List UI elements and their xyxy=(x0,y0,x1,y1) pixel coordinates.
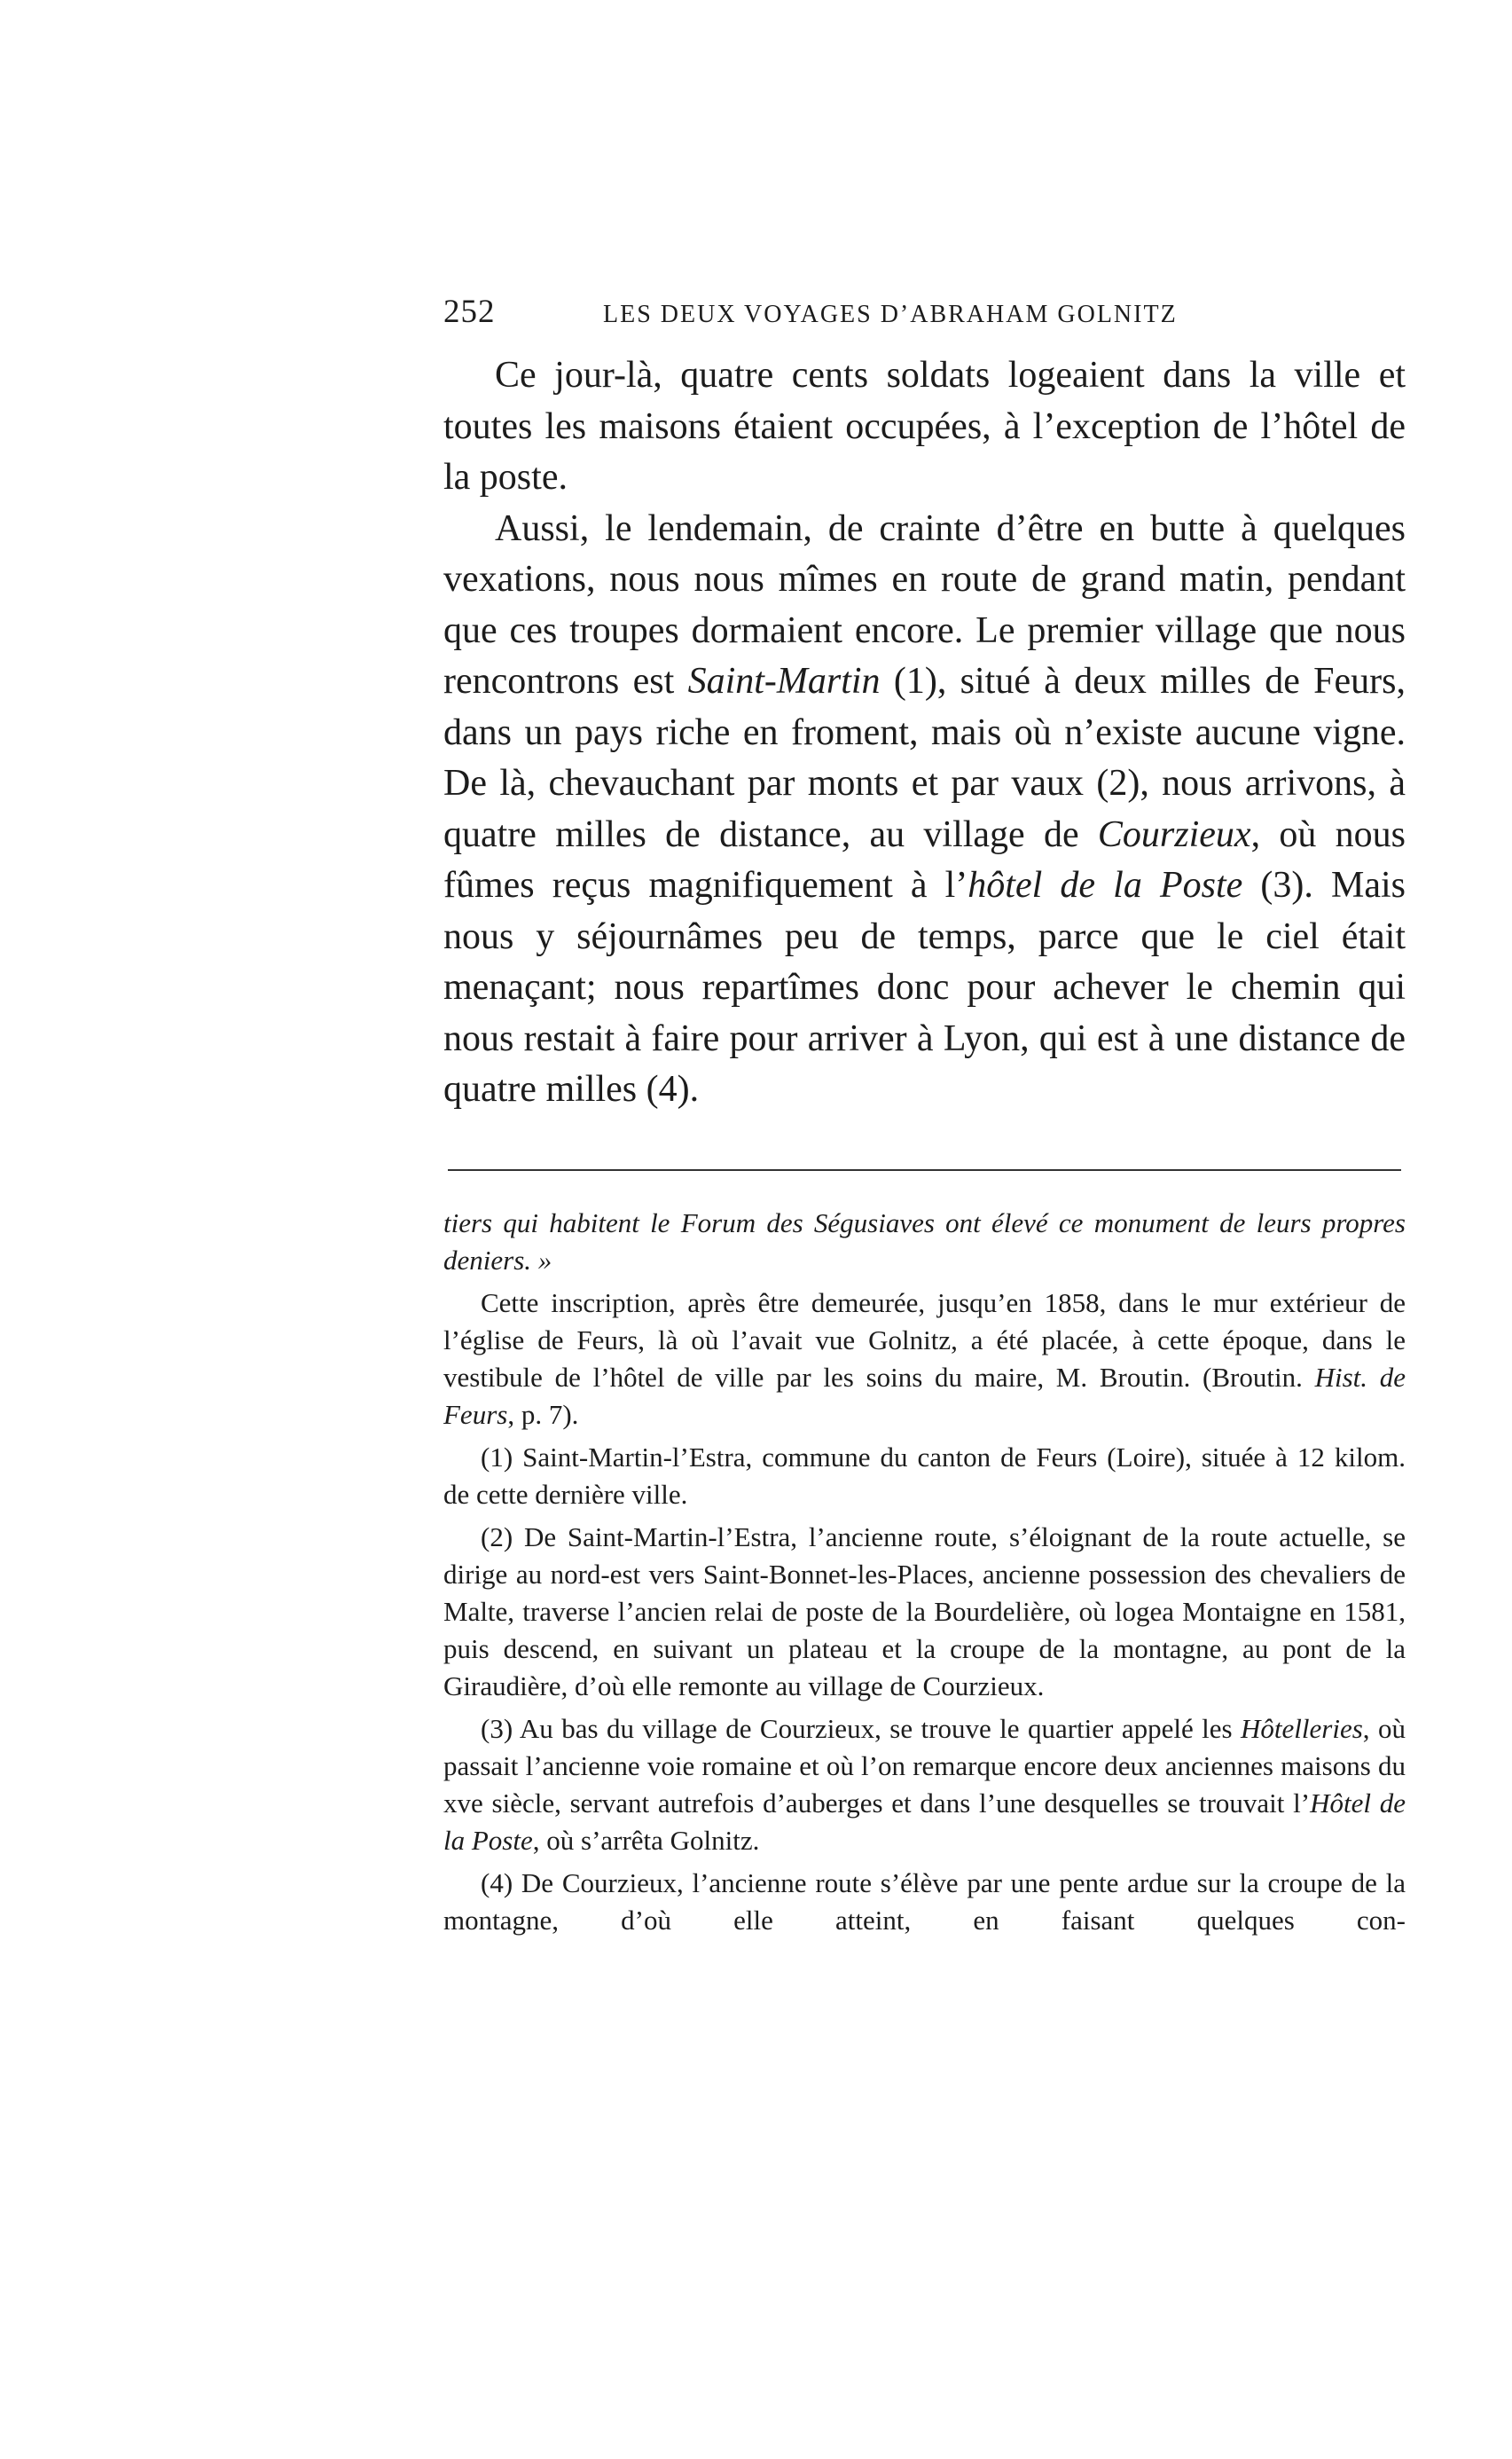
footnote-3 xyxy=(443,1710,1406,1859)
inscription-text-a: Cette inscription, après être demeurée, jusqu’en 1858, dans le mur extérieur de l’église de Feurs, là où l’avait vue Golnitz, a été placée, à cette époque, dans le vestibule de l’hôtel de ville par les soins du maire, M. Broutin. (Broutin. xyxy=(443,1287,1406,1393)
footnote-4: (4) De Courzieux, l’ancienne route s’élève par une pente ardue sur la croupe de la montagne, d’où elle atteint, en faisant quelques con- xyxy=(443,1867,1406,1936)
footnote-2: (2) De Saint-Martin-l’Estra, l’ancienne route, s’éloignant de la route actuelle, se dirige au nord-est vers Saint-Bonnet-les-Places, ancienne possession des chevaliers de Malte, traverse l’ancien relai de poste de la Bourdelière, où logea Montaigne en 1581, puis descend, en suivant un plateau et la croupe de la montagne, au pont de la Giraudière, d’où elle remonte au village de Courzieux. xyxy=(443,1521,1406,1701)
footnote-3-hotelleries: Hôtelleries xyxy=(1241,1713,1363,1744)
paragraph-1: Ce jour-là, quatre cents soldats logeaient dans la ville et toutes les maisons étaient occupées, à l’exception de l’hôtel de la poste. xyxy=(443,355,1406,498)
main-text xyxy=(443,350,1406,1116)
footnotes xyxy=(443,1205,1406,1944)
paragraph-2 xyxy=(443,504,1406,1116)
footnote-1: (1) Saint-Martin-l’Estra, commune du canton de Feurs (Loire), située à 12 kilom. de cette dernière ville. xyxy=(443,1442,1406,1510)
paragraph-2-text-a: Aussi, le lendemain, de crainte d’être en butte à quelques vexations, nous nous mîmes en route de grand matin, pendant que ces troupes dormaient encore. Le premier village que nous rencontrons est xyxy=(443,507,1406,702)
footnote-3-text-e: , où s’arrêta Golnitz. xyxy=(532,1825,760,1856)
place-courzieux: Courzieux xyxy=(1097,813,1251,855)
page-header xyxy=(443,293,1401,337)
paragraph-2-text-c: (1), situé à deux milles de Feurs, dans un pays riche en froment, mais où n’existe aucune vigne. De là, chevauchant par monts et par vaux (2), nous arrivons, à quatre milles de distance, au village de xyxy=(443,661,1406,855)
paragraph-2-text-e: , où nous fûmes reçus magnifiquement à l’ xyxy=(443,813,1406,906)
footnote-3-text-a: (3) Au bas du village de Courzieux, se trouve le quartier appelé les xyxy=(481,1713,1242,1744)
inscription-citation: Hist. de Feurs xyxy=(443,1362,1406,1430)
footnote-inscription xyxy=(443,1284,1406,1434)
page-number: 252 xyxy=(443,294,496,330)
footnote-continuation: tiers qui habitent le Forum des Ségusiaves ont élevé ce monument de leurs propres deniers. » xyxy=(443,1207,1406,1276)
inscription-text-c: , p. 7). xyxy=(507,1399,579,1430)
paragraph-2-text-g: (3). Mais nous y séjournâmes peu de temps, parce que le ciel était menaçant; nous repartîmes donc pour achever le chemin qui nous restait à faire pour arriver à Lyon, qui est à une distance de quatre milles (4). xyxy=(443,865,1406,1110)
footnote-divider xyxy=(448,1169,1401,1171)
footnote-3-hotel: Hôtel de la Poste xyxy=(443,1787,1406,1856)
running-head: LES DEUX VOYAGES D’ABRAHAM GOLNITZ xyxy=(603,301,1178,328)
place-saint-martin: Saint-Martin xyxy=(687,661,881,702)
footnote-3-text-c: , où passait l’ancienne voie romaine et où l’on remarque encore deux anciennes maisons du xve siècle, servant autrefois d’auberges et dans l’une desquelles se trouvait l’ xyxy=(443,1713,1406,1819)
hotel-de-la-poste: hôtel de la Poste xyxy=(968,865,1243,906)
